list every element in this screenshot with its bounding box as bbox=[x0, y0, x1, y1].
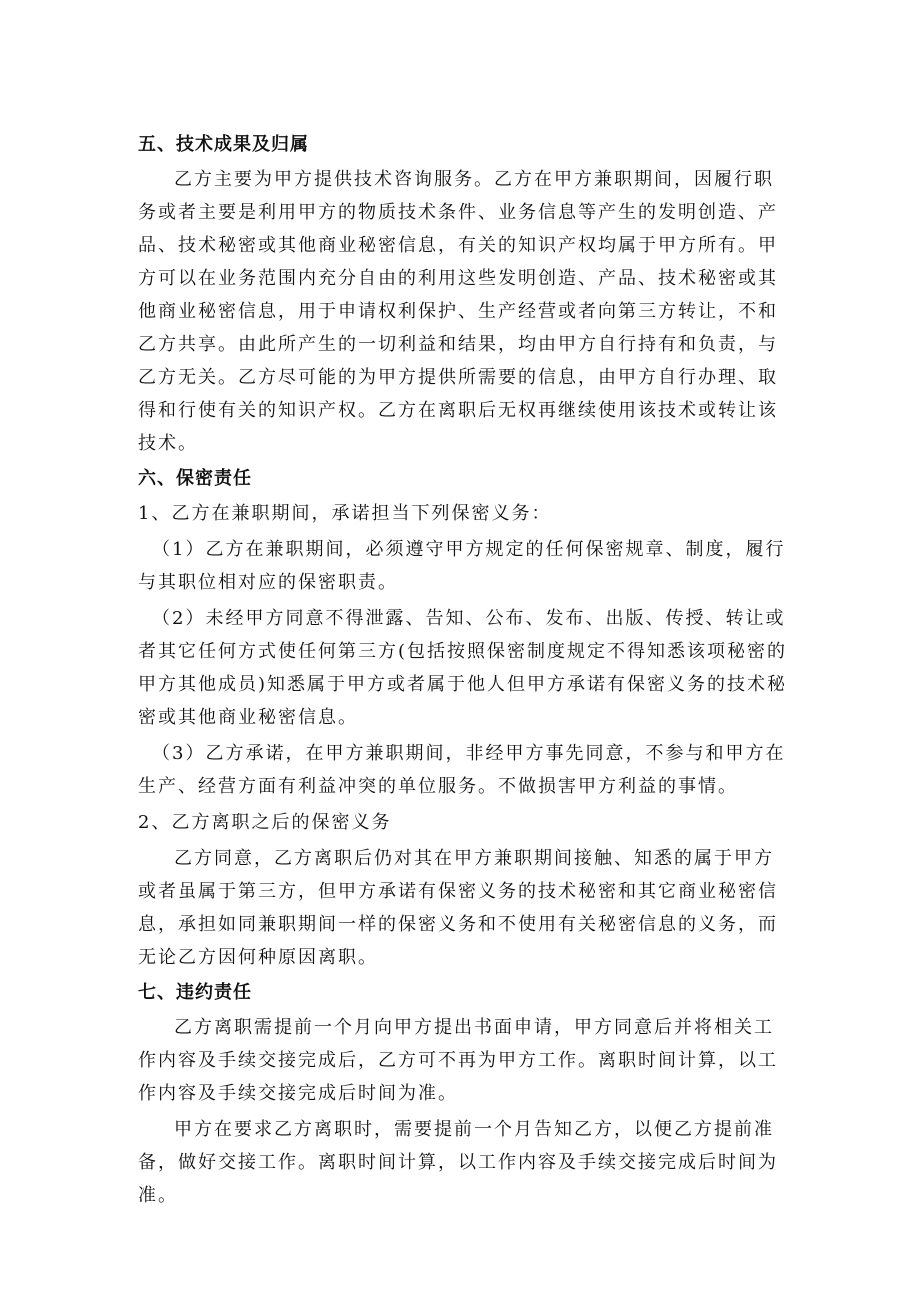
section-6-item-2: 2、乙方离职之后的保密义务 bbox=[138, 812, 392, 833]
section-6-title: 六、保密责任 bbox=[138, 468, 252, 489]
section-6-item-1-2: （2）未经甲方同意不得泄露、告知、公布、发布、出版、传授、转让或者其它任何方式使任何第三方(包括按照保密制度规定不得知悉该项秘密的甲方其他成员)知悉属于甲方或者属于他人但甲方承诺有保密义务的技术秘密或其他商业秘密信息。 bbox=[138, 608, 788, 728]
section-6-item-1-3: （3）乙方承诺，在甲方兼职期间，非经甲方事先同意，不参与和甲方在生产、经营方面有利益冲突的单位服务。不做损害甲方利益的事情。 bbox=[138, 743, 786, 797]
section-7-title: 七、违约责任 bbox=[138, 982, 252, 1003]
section-5-title: 五、技术成果及归属 bbox=[138, 134, 309, 155]
section-5-paragraph: 乙方主要为甲方提供技术咨询服务。乙方在甲方兼职期间，因履行职务或者主要是利用甲方的物质技术条件、业务信息等产生的发明创造、产品、技术秘密或其他商业秘密信息，有关的知识产权均属于甲方所有。甲方可以在业务范围内充分自由的利用这些发明创造、产品、技术秘密或其他商业秘密信息，用于申请权利保护、生产经营或者向第三方转让，不和乙方共享。由此所产生的一切利益和结果，均由甲方自行持有和负责，与乙方无关。乙方尽可能的为甲方提供所需要的信息，由甲方自行办理、取得和行使有关的知识产权。乙方在离职后无权再继续使用该技术或转让该技术。 bbox=[138, 169, 778, 454]
section-6-item-2-paragraph: 乙方同意，乙方离职后仍对其在甲方兼职期间接触、知悉的属于甲方或者虽属于第三方，但甲方承诺有保密义务的技术秘密和其它商业秘密信息，承担如同兼职期间一样的保密义务和不使用有关秘密信息的义务，而无论乙方因何种原因离职。 bbox=[138, 848, 778, 968]
section-7-paragraph-2: 甲方在要求乙方离职时，需要提前一个月告知乙方，以便乙方提前准备，做好交接工作。离职时间计算，以工作内容及手续交接完成后时间为准。 bbox=[138, 1119, 778, 1206]
section-6-item-1-1: （1）乙方在兼职期间，必须遵守甲方规定的任何保密规章、制度，履行与其职位相对应的保密职责。 bbox=[138, 539, 786, 593]
section-7-paragraph-1: 乙方离职需提前一个月向甲方提出书面申请，甲方同意后并将相关工作内容及手续交接完成后，乙方可不再为甲方工作。离职时间计算，以工作内容及手续交接完成后时间为准。 bbox=[138, 1017, 778, 1104]
document-body bbox=[138, 128, 788, 1212]
section-6-item-1: 1、乙方在兼职期间，承诺担当下列保密义务： bbox=[138, 503, 552, 524]
